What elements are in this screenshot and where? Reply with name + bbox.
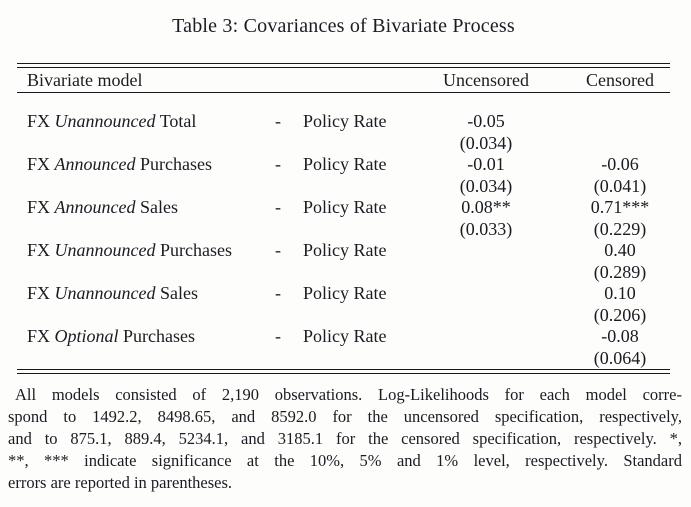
- policy-rate-cell: Policy Rate: [303, 283, 387, 303]
- censored-value: [570, 111, 670, 133]
- policy-rate-cell: Policy Rate: [303, 240, 387, 260]
- policy-rate-cell: Policy Rate: [303, 154, 387, 174]
- model-name-cell: [17, 283, 267, 326]
- dash-separator: -: [275, 240, 281, 260]
- model-kind: Purchases: [140, 154, 212, 174]
- censored-value: -0.06: [601, 154, 639, 174]
- censored-cell: [570, 154, 670, 197]
- uncensored-value: -0.01: [467, 154, 505, 174]
- dash-separator: -: [275, 326, 281, 346]
- table-title: Table 3: Covariances of Bivariate Process: [172, 15, 515, 37]
- policy-rate-cell: Policy Rate: [303, 111, 387, 131]
- dash-separator: -: [275, 154, 281, 174]
- table-row: [17, 154, 670, 197]
- uncensored-se: [436, 348, 536, 370]
- model-type: Announced: [54, 154, 136, 174]
- uncensored-se: (0.034): [459, 132, 513, 153]
- uncensored-value: 0.08**: [461, 197, 511, 217]
- censored-cell: [570, 283, 670, 326]
- column-header-uncensored: Uncensored: [443, 70, 529, 90]
- footnote-line: errors are reported in parentheses.: [8, 473, 233, 492]
- censored-se: (0.064): [593, 347, 647, 368]
- uncensored-se: (0.034): [459, 175, 513, 196]
- uncensored-cell: [436, 283, 536, 326]
- model-prefix: FX: [27, 154, 51, 174]
- uncensored-cell: [436, 326, 536, 369]
- column-header-censored: Censored: [586, 70, 654, 90]
- model-kind: Purchases: [160, 240, 232, 260]
- uncensored-se: (0.033): [459, 218, 513, 239]
- model-type: Announced: [54, 197, 136, 217]
- policy-rate-cell: Policy Rate: [303, 197, 387, 217]
- model-name-cell: [17, 111, 267, 154]
- censored-cell: [570, 326, 670, 369]
- censored-value: -0.08: [601, 326, 639, 346]
- model-prefix: FX: [27, 326, 51, 346]
- table-body: [17, 93, 670, 369]
- table-row: [17, 240, 670, 283]
- model-prefix: FX: [27, 197, 51, 217]
- covariance-table: [17, 63, 670, 374]
- model-type: Unannounced: [54, 283, 156, 303]
- uncensored-value: [436, 326, 536, 348]
- table-row: [17, 111, 670, 154]
- censored-se: (0.206): [593, 304, 647, 325]
- model-kind: Total: [159, 111, 197, 131]
- uncensored-cell: [436, 154, 536, 197]
- model-prefix: FX: [27, 111, 51, 131]
- model-type: Unannounced: [54, 240, 156, 260]
- censored-value: 0.40: [604, 240, 636, 260]
- column-header-model: Bivariate model: [27, 70, 143, 90]
- policy-rate-cell: Policy Rate: [303, 326, 387, 346]
- dash-separator: -: [275, 197, 281, 217]
- footnote-line: **, *** indicate significance at the 10%, 5% and 1% level, respectively. Standard: [8, 451, 682, 470]
- censored-value: 0.10: [604, 283, 636, 303]
- censored-se: (0.289): [593, 261, 647, 282]
- model-type: Optional: [54, 326, 119, 346]
- model-kind: Purchases: [123, 326, 196, 346]
- censored-se: (0.229): [593, 218, 647, 239]
- uncensored-cell: [436, 111, 536, 154]
- model-name-cell: [17, 326, 267, 369]
- model-prefix: FX: [27, 240, 51, 260]
- footnote-line: and to 875.1, 889.4, 5234.1, and 3185.1 for the censored specification, respectively. *,: [8, 429, 682, 448]
- model-type: Unannounced: [54, 111, 156, 131]
- uncensored-se: [436, 262, 536, 284]
- model-name-cell: [17, 197, 267, 240]
- censored-cell: [570, 240, 670, 283]
- table-header-row: [17, 68, 670, 92]
- table-footnote: [8, 384, 682, 494]
- censored-se: (0.041): [593, 175, 647, 196]
- censored-value: 0.71***: [590, 197, 650, 217]
- uncensored-value: [436, 240, 536, 262]
- model-name-cell: [17, 240, 267, 283]
- uncensored-value: -0.05: [467, 111, 505, 131]
- table-bottom-rule: [17, 369, 670, 374]
- uncensored-cell: [436, 197, 536, 240]
- model-kind: Sales: [160, 283, 198, 303]
- table-row: [17, 326, 670, 369]
- model-name-cell: [17, 154, 267, 197]
- censored-cell: [570, 111, 670, 154]
- uncensored-cell: [436, 240, 536, 283]
- uncensored-se: [436, 305, 536, 327]
- uncensored-value: [436, 283, 536, 305]
- dash-separator: -: [275, 283, 281, 303]
- footnote-line: All models consisted of 2,190 observations. Log-Likelihoods for each model corre-: [15, 385, 682, 404]
- table-row: [17, 283, 670, 326]
- censored-cell: [570, 197, 670, 240]
- model-kind: Sales: [140, 197, 178, 217]
- censored-se: [570, 133, 670, 155]
- table-row: [17, 197, 670, 240]
- model-prefix: FX: [27, 283, 51, 303]
- footnote-line: spond to 1492.2, 8498.65, and 8592.0 for the uncensored specification, respectively,: [8, 407, 682, 426]
- dash-separator: -: [275, 111, 281, 131]
